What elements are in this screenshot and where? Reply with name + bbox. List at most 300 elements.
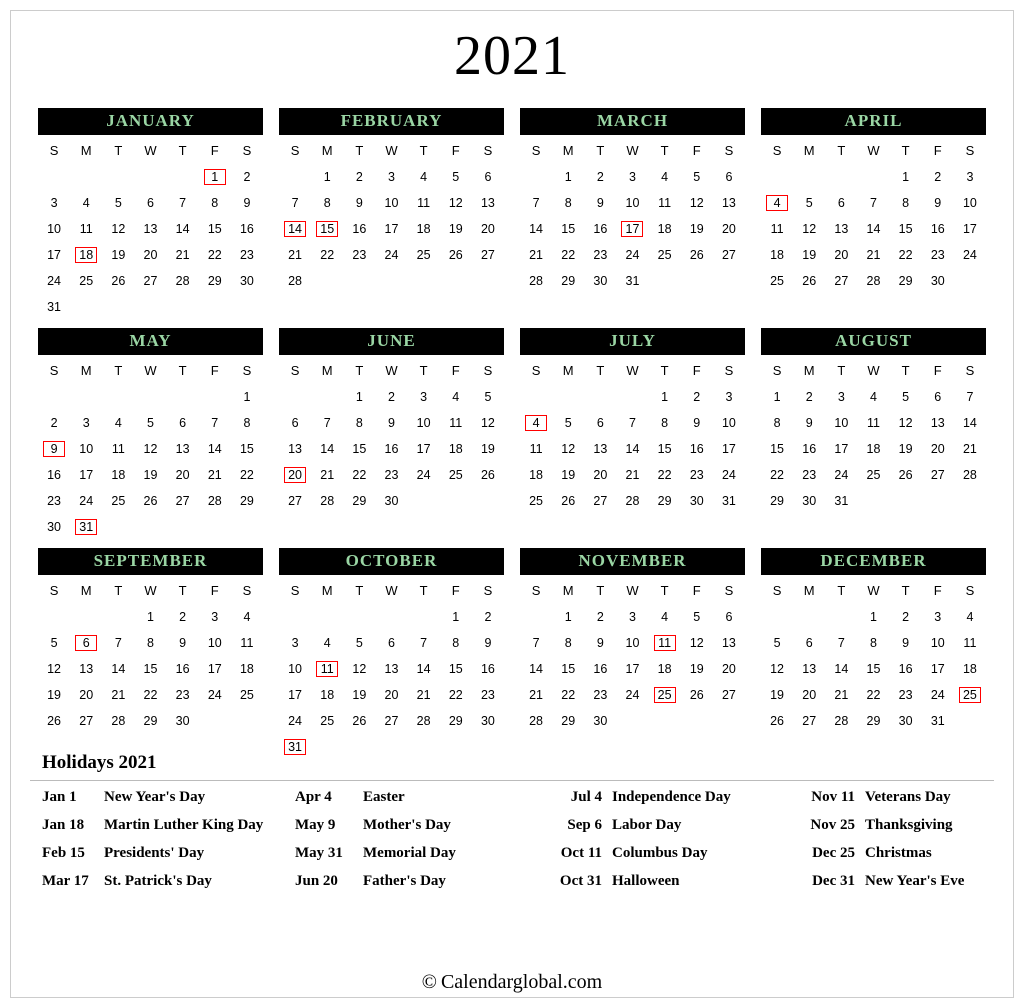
day-cell[interactable] [857,708,889,734]
day-cell[interactable] [343,384,375,410]
day-cell[interactable] [954,190,986,216]
day-cell[interactable] [713,242,745,268]
day-cell[interactable] [134,410,166,436]
day-cell[interactable] [311,462,343,488]
day-cell[interactable] [102,488,134,514]
day-cell[interactable] [440,384,472,410]
day-cell[interactable] [922,410,954,436]
day-cell[interactable] [520,488,552,514]
day-cell[interactable] [649,242,681,268]
day-cell[interactable] [38,514,70,540]
day-cell[interactable] [649,604,681,630]
day-cell[interactable] [343,164,375,190]
day-cell[interactable] [713,384,745,410]
day-cell[interactable] [199,488,231,514]
day-cell[interactable] [713,410,745,436]
day-cell[interactable] [472,630,504,656]
day-cell[interactable] [167,708,199,734]
day-cell[interactable] [857,242,889,268]
day-cell[interactable] [922,268,954,294]
day-cell[interactable] [231,410,263,436]
day-cell[interactable] [649,410,681,436]
day-cell[interactable] [857,436,889,462]
day-cell[interactable] [38,410,70,436]
day-cell[interactable] [713,656,745,682]
day-cell[interactable] [231,216,263,242]
day-cell[interactable] [857,462,889,488]
day-cell[interactable] [857,656,889,682]
day-cell[interactable] [616,242,648,268]
day-cell[interactable] [857,216,889,242]
day-cell[interactable] [584,164,616,190]
day-cell[interactable] [681,682,713,708]
day-cell[interactable] [793,708,825,734]
day-cell[interactable] [38,630,70,656]
day-cell[interactable] [134,462,166,488]
day-cell[interactable] [584,242,616,268]
day-cell[interactable] [440,436,472,462]
day-cell[interactable] [825,436,857,462]
day-cell[interactable] [922,242,954,268]
day-cell[interactable] [890,410,922,436]
day-cell[interactable] [713,604,745,630]
day-cell[interactable] [38,488,70,514]
day-cell[interactable] [890,436,922,462]
day-cell[interactable] [231,384,263,410]
day-cell[interactable] [199,436,231,462]
day-cell[interactable] [616,410,648,436]
day-cell[interactable] [649,216,681,242]
day-cell[interactable] [954,410,986,436]
day-cell[interactable] [199,462,231,488]
day-cell[interactable] [761,656,793,682]
day-cell[interactable] [825,630,857,656]
day-cell[interactable] [167,462,199,488]
day-cell[interactable] [70,190,102,216]
day-cell[interactable] [793,488,825,514]
day-cell[interactable] [857,190,889,216]
day-cell[interactable] [793,190,825,216]
day-cell[interactable] [311,436,343,462]
day-cell[interactable] [616,630,648,656]
day-cell[interactable] [70,242,102,268]
day-cell[interactable] [167,410,199,436]
day-cell[interactable] [472,656,504,682]
day-cell[interactable] [793,436,825,462]
day-cell[interactable] [279,656,311,682]
day-cell[interactable] [649,630,681,656]
day-cell[interactable] [793,410,825,436]
day-cell[interactable] [584,682,616,708]
day-cell[interactable] [311,682,343,708]
day-cell[interactable] [70,436,102,462]
day-cell[interactable] [649,488,681,514]
day-cell[interactable] [472,436,504,462]
day-cell[interactable] [70,682,102,708]
day-cell[interactable] [552,268,584,294]
day-cell[interactable] [552,216,584,242]
day-cell[interactable] [134,436,166,462]
day-cell[interactable] [167,488,199,514]
day-cell[interactable] [311,190,343,216]
day-cell[interactable] [102,462,134,488]
day-cell[interactable] [681,410,713,436]
day-cell[interactable] [408,216,440,242]
day-cell[interactable] [890,190,922,216]
day-cell[interactable] [793,268,825,294]
day-cell[interactable] [440,462,472,488]
day-cell[interactable] [231,190,263,216]
day-cell[interactable] [231,656,263,682]
day-cell[interactable] [38,268,70,294]
day-cell[interactable] [793,682,825,708]
day-cell[interactable] [343,488,375,514]
day-cell[interactable] [922,190,954,216]
day-cell[interactable] [954,682,986,708]
day-cell[interactable] [343,190,375,216]
day-cell[interactable] [199,216,231,242]
day-cell[interactable] [279,462,311,488]
day-cell[interactable] [681,630,713,656]
day-cell[interactable] [231,268,263,294]
day-cell[interactable] [199,604,231,630]
day-cell[interactable] [520,190,552,216]
day-cell[interactable] [520,462,552,488]
day-cell[interactable] [954,436,986,462]
day-cell[interactable] [954,604,986,630]
day-cell[interactable] [681,656,713,682]
day-cell[interactable] [825,384,857,410]
day-cell[interactable] [199,682,231,708]
day-cell[interactable] [552,462,584,488]
day-cell[interactable] [681,242,713,268]
day-cell[interactable] [616,488,648,514]
day-cell[interactable] [681,216,713,242]
day-cell[interactable] [761,436,793,462]
day-cell[interactable] [375,656,407,682]
day-cell[interactable] [761,682,793,708]
day-cell[interactable] [890,708,922,734]
day-cell[interactable] [520,682,552,708]
day-cell[interactable] [713,488,745,514]
day-cell[interactable] [38,436,70,462]
day-cell[interactable] [375,462,407,488]
day-cell[interactable] [102,410,134,436]
day-cell[interactable] [102,682,134,708]
day-cell[interactable] [408,708,440,734]
day-cell[interactable] [134,656,166,682]
day-cell[interactable] [167,242,199,268]
day-cell[interactable] [890,242,922,268]
day-cell[interactable] [713,190,745,216]
day-cell[interactable] [681,488,713,514]
day-cell[interactable] [343,410,375,436]
day-cell[interactable] [102,216,134,242]
day-cell[interactable] [616,436,648,462]
day-cell[interactable] [825,268,857,294]
day-cell[interactable] [552,436,584,462]
day-cell[interactable] [311,630,343,656]
day-cell[interactable] [472,410,504,436]
day-cell[interactable] [890,268,922,294]
day-cell[interactable] [472,604,504,630]
day-cell[interactable] [922,436,954,462]
day-cell[interactable] [584,410,616,436]
day-cell[interactable] [616,462,648,488]
day-cell[interactable] [279,190,311,216]
day-cell[interactable] [954,656,986,682]
day-cell[interactable] [311,708,343,734]
day-cell[interactable] [890,656,922,682]
day-cell[interactable] [134,488,166,514]
day-cell[interactable] [38,462,70,488]
day-cell[interactable] [134,630,166,656]
day-cell[interactable] [167,268,199,294]
day-cell[interactable] [584,268,616,294]
day-cell[interactable] [552,488,584,514]
day-cell[interactable] [552,604,584,630]
day-cell[interactable] [681,462,713,488]
day-cell[interactable] [375,630,407,656]
day-cell[interactable] [616,216,648,242]
day-cell[interactable] [231,436,263,462]
day-cell[interactable] [375,436,407,462]
day-cell[interactable] [231,462,263,488]
day-cell[interactable] [231,630,263,656]
day-cell[interactable] [825,488,857,514]
day-cell[interactable] [857,682,889,708]
day-cell[interactable] [713,630,745,656]
day-cell[interactable] [102,436,134,462]
day-cell[interactable] [279,436,311,462]
day-cell[interactable] [311,656,343,682]
day-cell[interactable] [440,682,472,708]
day-cell[interactable] [890,384,922,410]
day-cell[interactable] [343,682,375,708]
day-cell[interactable] [408,656,440,682]
day-cell[interactable] [890,216,922,242]
day-cell[interactable] [375,708,407,734]
day-cell[interactable] [713,462,745,488]
day-cell[interactable] [70,514,102,540]
day-cell[interactable] [134,604,166,630]
day-cell[interactable] [343,216,375,242]
day-cell[interactable] [311,488,343,514]
day-cell[interactable] [102,630,134,656]
day-cell[interactable] [954,164,986,190]
day-cell[interactable] [408,384,440,410]
day-cell[interactable] [472,242,504,268]
day-cell[interactable] [343,708,375,734]
day-cell[interactable] [134,268,166,294]
day-cell[interactable] [199,410,231,436]
day-cell[interactable] [343,436,375,462]
day-cell[interactable] [825,656,857,682]
day-cell[interactable] [713,436,745,462]
day-cell[interactable] [408,242,440,268]
day-cell[interactable] [134,682,166,708]
day-cell[interactable] [408,164,440,190]
day-cell[interactable] [922,604,954,630]
day-cell[interactable] [552,656,584,682]
day-cell[interactable] [440,242,472,268]
day-cell[interactable] [167,190,199,216]
day-cell[interactable] [102,656,134,682]
day-cell[interactable] [279,708,311,734]
day-cell[interactable] [713,216,745,242]
day-cell[interactable] [102,242,134,268]
day-cell[interactable] [890,604,922,630]
day-cell[interactable] [761,708,793,734]
day-cell[interactable] [761,488,793,514]
day-cell[interactable] [552,190,584,216]
day-cell[interactable] [343,630,375,656]
day-cell[interactable] [199,630,231,656]
day-cell[interactable] [375,164,407,190]
day-cell[interactable] [649,190,681,216]
day-cell[interactable] [616,268,648,294]
day-cell[interactable] [681,190,713,216]
day-cell[interactable] [520,410,552,436]
day-cell[interactable] [922,462,954,488]
day-cell[interactable] [472,216,504,242]
day-cell[interactable] [681,164,713,190]
day-cell[interactable] [231,242,263,268]
day-cell[interactable] [440,656,472,682]
day-cell[interactable] [279,268,311,294]
day-cell[interactable] [520,216,552,242]
day-cell[interactable] [584,462,616,488]
day-cell[interactable] [472,384,504,410]
day-cell[interactable] [134,242,166,268]
day-cell[interactable] [279,682,311,708]
day-cell[interactable] [825,190,857,216]
day-cell[interactable] [825,682,857,708]
day-cell[interactable] [616,190,648,216]
day-cell[interactable] [343,656,375,682]
day-cell[interactable] [761,242,793,268]
day-cell[interactable] [793,216,825,242]
day-cell[interactable] [890,630,922,656]
day-cell[interactable] [38,242,70,268]
day-cell[interactable] [440,190,472,216]
day-cell[interactable] [440,410,472,436]
day-cell[interactable] [70,268,102,294]
day-cell[interactable] [649,384,681,410]
day-cell[interactable] [552,164,584,190]
day-cell[interactable] [890,682,922,708]
day-cell[interactable] [616,604,648,630]
day-cell[interactable] [472,462,504,488]
day-cell[interactable] [520,630,552,656]
day-cell[interactable] [761,384,793,410]
day-cell[interactable] [552,682,584,708]
day-cell[interactable] [713,682,745,708]
day-cell[interactable] [311,242,343,268]
day-cell[interactable] [199,242,231,268]
day-cell[interactable] [922,164,954,190]
day-cell[interactable] [70,630,102,656]
day-cell[interactable] [825,708,857,734]
day-cell[interactable] [102,190,134,216]
day-cell[interactable] [199,190,231,216]
day-cell[interactable] [922,384,954,410]
day-cell[interactable] [520,268,552,294]
day-cell[interactable] [520,436,552,462]
day-cell[interactable] [70,488,102,514]
day-cell[interactable] [761,190,793,216]
day-cell[interactable] [761,462,793,488]
day-cell[interactable] [167,682,199,708]
day-cell[interactable] [375,216,407,242]
day-cell[interactable] [552,242,584,268]
day-cell[interactable] [857,630,889,656]
day-cell[interactable] [922,630,954,656]
day-cell[interactable] [311,216,343,242]
day-cell[interactable] [954,630,986,656]
day-cell[interactable] [649,656,681,682]
day-cell[interactable] [793,630,825,656]
day-cell[interactable] [649,164,681,190]
day-cell[interactable] [584,488,616,514]
day-cell[interactable] [375,488,407,514]
day-cell[interactable] [311,164,343,190]
day-cell[interactable] [954,216,986,242]
day-cell[interactable] [922,682,954,708]
day-cell[interactable] [38,682,70,708]
day-cell[interactable] [472,708,504,734]
day-cell[interactable] [472,164,504,190]
day-cell[interactable] [857,604,889,630]
day-cell[interactable] [408,190,440,216]
day-cell[interactable] [825,242,857,268]
day-cell[interactable] [520,656,552,682]
day-cell[interactable] [681,436,713,462]
day-cell[interactable] [408,630,440,656]
day-cell[interactable] [311,410,343,436]
day-cell[interactable] [761,216,793,242]
day-cell[interactable] [440,708,472,734]
day-cell[interactable] [231,488,263,514]
day-cell[interactable] [167,436,199,462]
day-cell[interactable] [649,462,681,488]
day-cell[interactable] [70,216,102,242]
day-cell[interactable] [279,242,311,268]
day-cell[interactable] [375,384,407,410]
day-cell[interactable] [375,410,407,436]
day-cell[interactable] [954,384,986,410]
day-cell[interactable] [167,656,199,682]
day-cell[interactable] [584,190,616,216]
day-cell[interactable] [954,242,986,268]
day-cell[interactable] [375,242,407,268]
day-cell[interactable] [408,462,440,488]
day-cell[interactable] [279,216,311,242]
day-cell[interactable] [231,682,263,708]
day-cell[interactable] [793,384,825,410]
day-cell[interactable] [231,164,263,190]
day-cell[interactable] [102,268,134,294]
day-cell[interactable] [681,604,713,630]
day-cell[interactable] [584,216,616,242]
day-cell[interactable] [552,410,584,436]
day-cell[interactable] [552,708,584,734]
day-cell[interactable] [167,216,199,242]
day-cell[interactable] [38,656,70,682]
day-cell[interactable] [520,242,552,268]
day-cell[interactable] [440,630,472,656]
day-cell[interactable] [857,268,889,294]
